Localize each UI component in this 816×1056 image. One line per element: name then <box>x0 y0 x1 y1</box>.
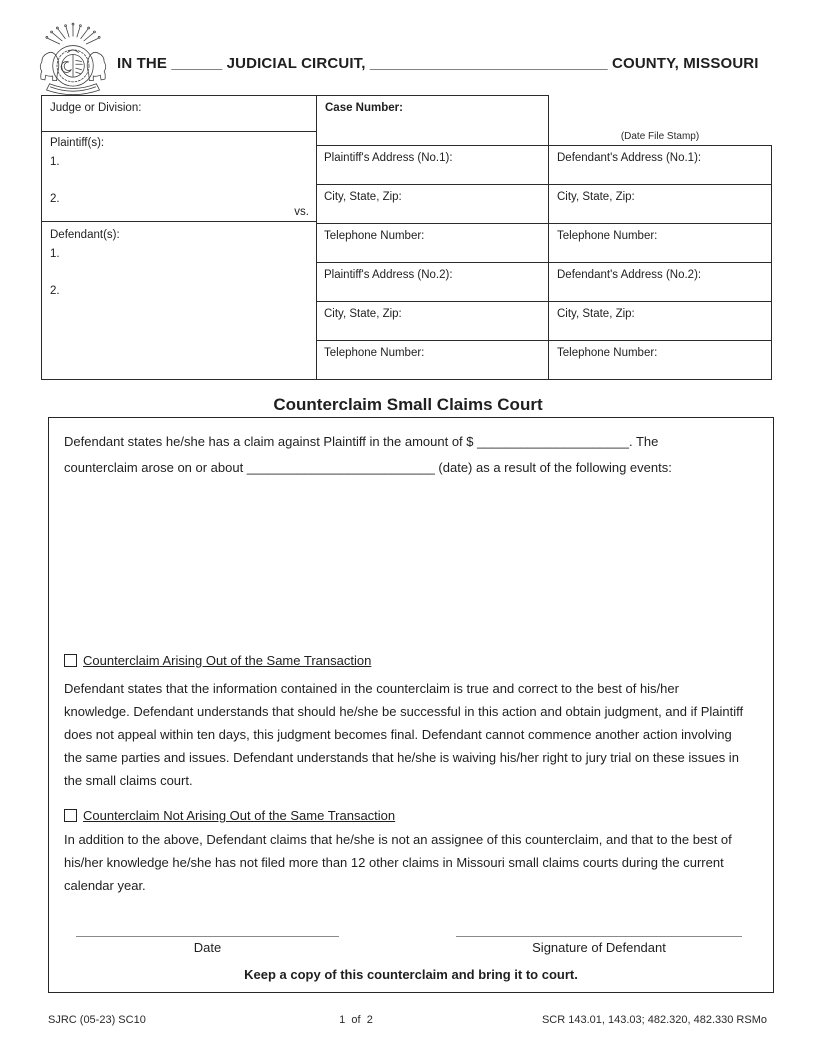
judge-division-label: Judge or Division: <box>50 102 142 114</box>
same-transaction-text: Defendant states that the information contained in the counterclaim is true and correct to the best of his/her knowledge. Defendant understands that should he/she be successful in this action and obtain judgment, and if Plaintiff does not appeal within ten days, this judgment becomes final. Defendant cannot commence another action involving the same parties and issues. Defendant understands that he/she is waiving his/her right to jury trial on these issues in the small claims court. <box>64 681 744 788</box>
defendant-signature-line <box>456 936 742 937</box>
same-transaction-row <box>64 652 371 670</box>
counterclaim-intro-text: Defendant states he/she has a claim against Plaintiff in the amount of $ _____________________. The counterclaim arose on or about __________________________ (date) as a result of the following events: <box>64 434 672 475</box>
defendant-phone-1-label: Telephone Number: <box>557 230 658 242</box>
date-line <box>76 936 339 937</box>
plaintiff-city-2-cell <box>316 301 549 341</box>
defendants-label: Defendant(s): <box>50 229 120 241</box>
plaintiff-phone-2-label: Telephone Number: <box>324 347 425 359</box>
form-number: SJRC (05-23) SC10 <box>48 1014 146 1026</box>
plaintiff-city-1-cell <box>316 184 549 224</box>
same-transaction-checkbox[interactable] <box>64 654 77 667</box>
not-same-transaction-checkbox[interactable] <box>64 809 77 822</box>
court-caption-title: IN THE ______ JUDICIAL CIRCUIT, ____________________________ COUNTY, MISSOURI <box>117 55 759 72</box>
counterclaim-form-box <box>48 417 774 993</box>
plaintiff-address-1-label: Plaintiff's Address (No.1): <box>324 152 453 164</box>
same-transaction-label: Counterclaim Arising Out of the Same Transaction <box>83 653 372 668</box>
case-number-cell <box>316 95 549 146</box>
defendant-city-2-cell <box>548 301 772 341</box>
defendant-address-1-label: Defendant's Address (No.1): <box>557 152 702 164</box>
plaintiff-address-2-label: Plaintiff's Address (No.2): <box>324 269 453 281</box>
plaintiff-address-1-cell <box>316 145 549 185</box>
plaintiff-phone-2-cell <box>316 340 549 380</box>
keep-copy-notice: Keep a copy of this counterclaim and bring it to court. <box>244 967 578 982</box>
plaintiff-address-2-cell <box>316 262 549 302</box>
defendant-address-2-label: Defendant's Address (No.2): <box>557 269 702 281</box>
defendants-cell <box>41 221 317 380</box>
plaintiff-item-2: 2. <box>50 192 60 205</box>
missouri-state-seal-logo <box>34 21 112 106</box>
plaintiff-city-1-label: City, State, Zip: <box>324 191 402 203</box>
judge-division-cell <box>41 95 317 132</box>
defendant-city-2-label: City, State, Zip: <box>557 308 635 320</box>
plaintiff-phone-1-label: Telephone Number: <box>324 230 425 242</box>
case-number-label: Case Number: <box>325 102 403 114</box>
defendant-item-2: 2. <box>50 284 60 297</box>
defendant-item-1: 1. <box>50 247 60 260</box>
defendant-address-2-cell <box>548 262 772 302</box>
form-title: Counterclaim Small Claims Court <box>273 395 543 414</box>
defendant-signature-label: Signature of Defendant <box>532 939 666 955</box>
not-same-transaction-text: In addition to the above, Defendant claims that he/she is not an assignee of this counterclaim, and that to the best of his/her knowledge he/she has not filed more than 12 other claims in Missouri small claims courts during the current calendar year. <box>64 832 732 893</box>
date-label: Date <box>193 939 222 955</box>
date-signature-block <box>76 936 339 956</box>
defendant-city-1-label: City, State, Zip: <box>557 191 635 203</box>
defendant-phone-1-cell <box>548 223 772 263</box>
case-caption-table <box>41 95 772 380</box>
plaintiffs-label: Plaintiff(s): <box>50 137 105 149</box>
defendant-phone-2-label: Telephone Number: <box>557 347 658 359</box>
page-number: 1 of 2 <box>339 1014 373 1026</box>
defendant-phone-2-cell <box>548 340 772 380</box>
not-same-transaction-label: Counterclaim Not Arising Out of the Same Transaction <box>83 808 396 823</box>
statute-citation: SCR 143.01, 143.03; 482.320, 482.330 RSMo <box>541 1014 767 1026</box>
defendant-city-1-cell <box>548 184 772 224</box>
defendant-address-1-cell <box>548 145 772 185</box>
date-file-stamp-label: (Date File Stamp) <box>620 131 700 142</box>
plaintiff-phone-1-cell <box>316 223 549 263</box>
not-same-transaction-row <box>64 807 395 825</box>
date-file-stamp-area <box>549 95 771 145</box>
plaintiff-item-1: 1. <box>50 155 60 168</box>
plaintiff-city-2-label: City, State, Zip: <box>324 308 402 320</box>
vs-label: vs. <box>294 206 309 218</box>
plaintiffs-cell <box>41 131 317 222</box>
defendant-signature-block <box>456 936 742 956</box>
